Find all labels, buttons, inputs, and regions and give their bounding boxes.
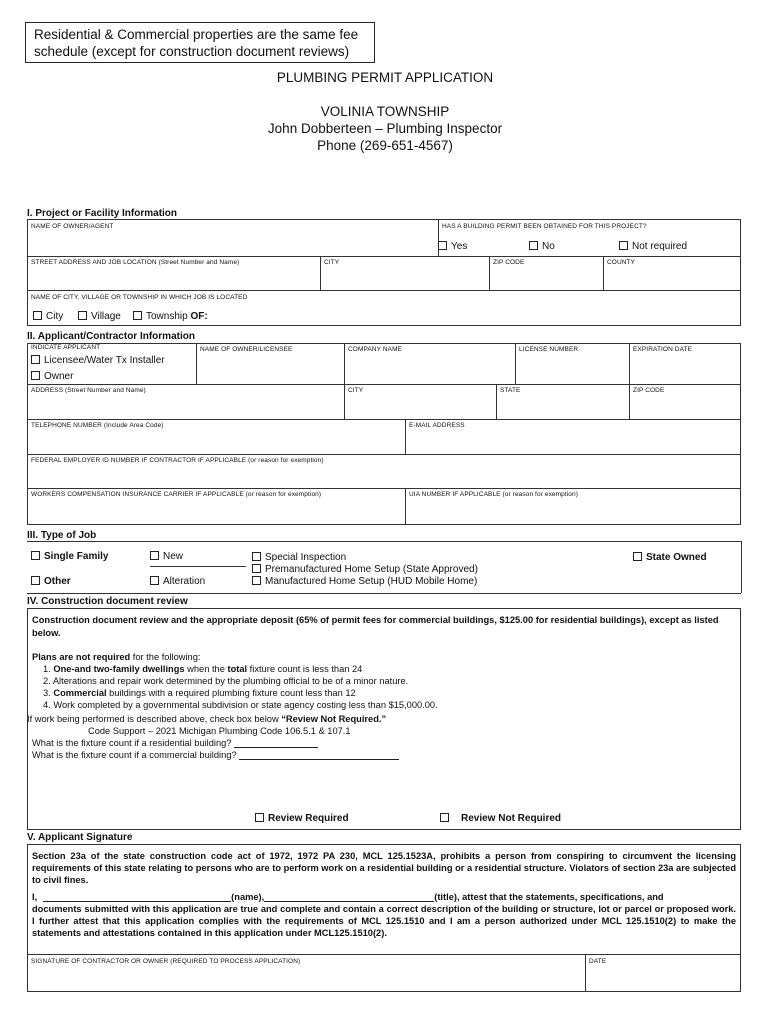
checkbox-icon[interactable] <box>252 564 261 573</box>
state-label: STATE <box>500 387 521 394</box>
county-label: COUNTY <box>607 259 636 266</box>
checkbox-icon[interactable] <box>133 311 142 320</box>
residential-fixture-input[interactable] <box>234 737 318 748</box>
permit-not-required-option[interactable]: Not required <box>619 241 687 252</box>
applicant-zip-label: ZIP CODE <box>633 387 665 394</box>
checkbox-icon[interactable] <box>33 311 42 320</box>
address-label: ADDRESS (Street Number and Name) <box>31 387 146 394</box>
applicant-owner-option[interactable]: Owner <box>31 371 73 382</box>
attestation-line: I, (name), (title), attest that the statements, specifications, and <box>32 892 664 902</box>
checkbox-icon[interactable] <box>529 241 538 250</box>
indicate-applicant-label: INDICATE APPLICANT <box>31 344 101 351</box>
applicant-licensee-option[interactable]: Licensee/Water Tx Installer <box>31 355 165 366</box>
inspector-name: John Dobberteen – Plumbing Inspector <box>267 121 503 136</box>
checkbox-icon[interactable] <box>633 552 642 561</box>
telephone-label: TELEPHONE NUMBER (Include Area Code) <box>31 422 164 429</box>
email-label: E-MAIL ADDRESS <box>409 422 465 429</box>
job-other-option[interactable]: Other <box>31 576 71 587</box>
exemption-item-4: 4. Work completed by a governmental subdivision or state agency costing less than $15,000.00. <box>43 700 438 710</box>
permit-no-option[interactable]: No <box>529 241 555 252</box>
jurisdiction-village-option[interactable]: Village <box>78 311 121 322</box>
owner-agent-label: NAME OF OWNER/AGENT <box>31 223 114 230</box>
form-title: PLUMBING PERMIT APPLICATION <box>276 70 494 85</box>
zip-label: ZIP CODE <box>493 259 525 266</box>
section-4-title: IV. Construction document review <box>27 596 188 607</box>
section-3-title: III. Type of Job <box>27 530 97 541</box>
license-number-label: LICENSE NUMBER <box>519 346 579 353</box>
checkbox-icon[interactable] <box>440 813 449 822</box>
section-1-box <box>27 219 741 326</box>
job-premanufactured-option[interactable]: Premanufactured Home Setup (State Approved) <box>252 564 478 575</box>
inspector-phone: Phone (269-651-4567) <box>317 138 453 153</box>
plans-not-required: Plans are not required for the following: <box>32 652 201 662</box>
section-2-title: II. Applicant/Contractor Information <box>27 331 195 342</box>
fee-notice: Residential & Commercial properties are the same fee schedule (except for construction document reviews) <box>25 22 375 63</box>
jurisdiction-label: NAME OF CITY, VILLAGE OR TOWNSHIP IN WHICH JOB IS LOCATED <box>31 294 248 301</box>
review-required-option[interactable]: Review Required <box>255 813 349 824</box>
checkbox-icon[interactable] <box>619 241 628 250</box>
job-alteration-option[interactable]: Alteration <box>150 576 205 587</box>
code-support: Code Support – 2021 Michigan Plumbing Code 106.5.1 & 107.1 <box>88 726 351 736</box>
checkbox-icon[interactable] <box>438 241 447 250</box>
statute-text: Section 23a of the state construction code act of 1972, 1972 PA 230, MCL 125.1523A, prohibits a person from conspiring to circumvent the licensing requirements of this state relating to persons who are to perform work on a residential building or a residential structure. Violators of section 23a are subjected to civil fines. <box>32 851 736 885</box>
street-address-label: STREET ADDRESS AND JOB LOCATION (Street Number and Name) <box>31 259 240 266</box>
signature-field[interactable] <box>28 966 584 991</box>
checkbox-icon[interactable] <box>150 551 159 560</box>
commercial-fixture-question: What is the fixture count if a commercial building? <box>32 749 399 761</box>
applicant-city-label: CITY <box>348 387 364 394</box>
exemption-item-1: 1. One-and two-family dwellings when the total fixture count is less than 24 <box>43 664 363 674</box>
checkbox-icon[interactable] <box>252 576 261 585</box>
commercial-fixture-input[interactable] <box>239 749 399 760</box>
job-new-option[interactable]: New <box>150 551 183 562</box>
attestation-text: documents submitted with this application are true and complete and contain a correct description of the building or structure, lot or parcel or proposed work. I further attest that this application complies with the requirements of MCL 125.1510 and I am a person authorized under MCL 125.1510(2) to make the statements and attestations contained in this application under MCL125.1510(2). <box>32 904 736 938</box>
date-field[interactable] <box>586 966 740 991</box>
section-1-title: I. Project or Facility Information <box>27 208 178 219</box>
checkbox-icon[interactable] <box>150 576 159 585</box>
owner-licensee-label: NAME OF OWNER/LICENSEE <box>200 346 293 353</box>
checkbox-icon[interactable] <box>252 552 261 561</box>
exemption-item-3: 3. Commercial buildings with a required plumbing fixture count less than 12 <box>43 688 356 698</box>
expiration-date-label: EXPIRATION DATE <box>633 346 693 353</box>
workers-comp-label: WORKERS COMPENSATION INSURANCE CARRIER IF APPLICABLE (or reason for exemption) <box>31 491 322 498</box>
attest-title-input[interactable] <box>264 891 434 902</box>
fein-label: FEDERAL EMPLOYER ID NUMBER IF CONTRACTOR IF APPLICABLE (or reason for exemption) <box>31 457 324 464</box>
review-intro: Construction document review and the appropriate deposit (65% of permit fees for commercial buildings, $125.00 for residential buildings), except as listed below. <box>32 615 719 638</box>
if-work-instruction: If work being performed is described above, check box below “Review Not Required.” <box>27 714 387 724</box>
checkbox-icon[interactable] <box>31 576 40 585</box>
date-label: DATE <box>589 958 607 965</box>
uia-label: UIA NUMBER IF APPLICABLE (or reason for exemption) <box>409 491 579 498</box>
signature-label: SIGNATURE OF CONTRACTOR OR OWNER (REQUIRED TO PROCESS APPLICATION) <box>31 958 301 965</box>
job-single-family-option[interactable]: Single Family <box>31 551 108 562</box>
checkbox-icon[interactable] <box>78 311 87 320</box>
checkbox-icon[interactable] <box>31 355 40 364</box>
residential-fixture-question: What is the fixture count if a residential building? <box>32 737 318 749</box>
permit-yes-option[interactable]: Yes <box>438 241 467 252</box>
checkbox-icon[interactable] <box>255 813 264 822</box>
checkbox-icon[interactable] <box>31 371 40 380</box>
township-name: VOLINIA TOWNSHIP <box>320 104 450 119</box>
section-5-title: V. Applicant Signature <box>27 832 133 843</box>
job-special-inspection-option[interactable]: Special Inspection <box>252 552 346 563</box>
jurisdiction-city-option[interactable]: City <box>33 311 63 322</box>
exemption-item-2: 2. Alterations and repair work determined by the plumbing official to be of a minor nature. <box>43 676 409 686</box>
job-state-owned-option[interactable]: State Owned <box>633 552 707 563</box>
city-label: CITY <box>324 259 340 266</box>
jurisdiction-township-option[interactable]: Township OF: <box>133 311 208 322</box>
building-permit-question: HAS A BUILDING PERMIT BEEN OBTAINED FOR THIS PROJECT? <box>442 223 647 230</box>
checkbox-icon[interactable] <box>31 551 40 560</box>
job-manufactured-option[interactable]: Manufactured Home Setup (HUD Mobile Home) <box>252 576 477 587</box>
review-not-required-option[interactable]: Review Not Required <box>440 813 561 824</box>
company-name-label: COMPANY NAME <box>348 346 403 353</box>
attest-name-input[interactable] <box>43 891 231 902</box>
